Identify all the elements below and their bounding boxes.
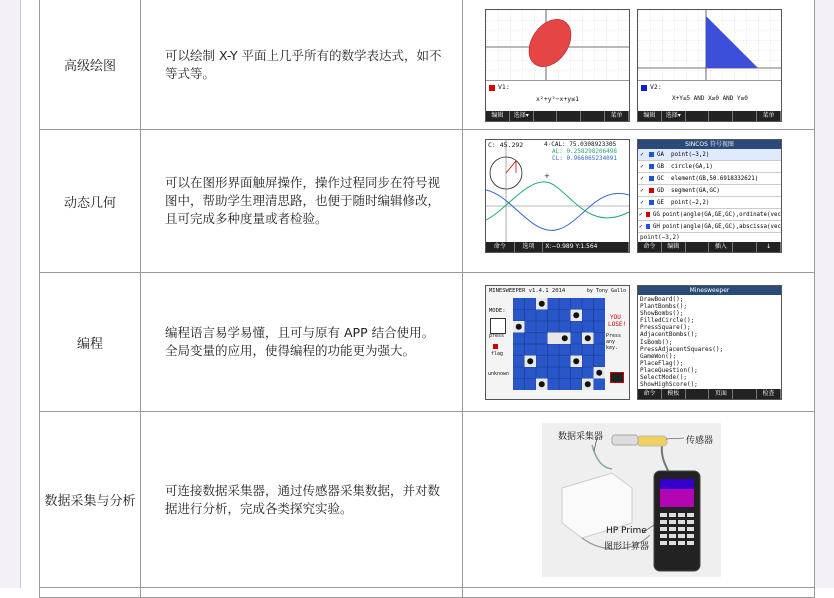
code-line[interactable]: GameWon(); xyxy=(640,352,677,360)
calculator-callout: HP Prime xyxy=(606,526,647,536)
lose-text: YOU xyxy=(610,314,621,321)
cursor-coordinates: X:−0.989 Y:1.564 xyxy=(543,242,629,252)
item-expression: element(GB,50.6918332621) xyxy=(671,175,759,182)
item-expression: point(−3,2) xyxy=(671,151,710,158)
menu-key[interactable] xyxy=(733,389,757,399)
code-line[interactable]: DrawBoard(); xyxy=(640,296,684,303)
feature-image-cell xyxy=(463,130,815,273)
item-id: GG xyxy=(652,211,660,218)
symbolic-view-title: SINCOS 符号视图 xyxy=(638,140,781,149)
code-line[interactable]: IsBomb(); xyxy=(640,338,673,346)
menu-key[interactable]: 选项 xyxy=(515,242,544,252)
symbolic-view-screen xyxy=(637,139,782,253)
symbolic-item[interactable] xyxy=(638,161,781,173)
function-expression: x²+y²−x+y≤1 xyxy=(536,95,580,103)
program-editor-screen xyxy=(637,285,782,400)
series-color-swatch xyxy=(641,85,647,91)
minesweeper-board[interactable] xyxy=(513,298,605,390)
data-collector-photo xyxy=(542,423,721,577)
item-expression: point(angle(GA,GE,GC),ordinate(vec xyxy=(662,211,781,218)
angle-value: C: 45.292 xyxy=(488,141,524,149)
geometry-screen xyxy=(485,139,630,253)
code-line[interactable]: PlaceQuestion(); xyxy=(640,366,698,374)
item-id: GE xyxy=(657,199,664,206)
graph-screen-inequality-2 xyxy=(637,9,782,122)
feature-image-cell xyxy=(463,273,815,412)
item-expression: segment(GA,GC) xyxy=(671,187,720,194)
code-line[interactable]: PlaceFlag(); xyxy=(640,359,684,367)
menu-key[interactable]: 模板 xyxy=(662,389,686,399)
code-line[interactable]: AdjacentBombs(); xyxy=(640,331,698,339)
menu-key[interactable]: 命令 xyxy=(486,242,515,252)
feature-description: 编程语言易学易懂，且可与原有 APP 结合使用。全局变量的应用，使得编程的功能更为强大。 xyxy=(141,273,463,412)
table-row xyxy=(40,0,815,130)
feature-name: 动态几何 xyxy=(40,130,141,273)
code-line[interactable]: PlantBombs(); xyxy=(640,303,687,311)
menu-key[interactable]: 选择▾ xyxy=(662,111,686,121)
item-id: GC xyxy=(657,175,664,182)
check-icon[interactable]: ✓ xyxy=(640,199,644,206)
menu-key[interactable]: 插入 xyxy=(709,242,733,252)
code-line[interactable]: ShowHighScore(); xyxy=(640,381,698,389)
minesweeper-screen xyxy=(485,285,630,400)
menu-key[interactable]: 编辑 xyxy=(486,111,510,121)
collector-callout: 数据采集器 xyxy=(558,432,604,442)
symbolic-item[interactable] xyxy=(638,197,781,209)
score-box xyxy=(610,372,624,383)
photo-illustration xyxy=(542,423,721,577)
symbolic-list xyxy=(638,149,781,233)
menu-key[interactable]: 页面 xyxy=(709,389,733,399)
symbolic-item[interactable] xyxy=(638,173,781,185)
press-any-key: Press any key. xyxy=(606,333,622,351)
menu-key[interactable] xyxy=(709,111,733,121)
calc-menu-bar xyxy=(638,242,781,252)
check-icon[interactable]: ✓ xyxy=(638,211,643,218)
graph-plot xyxy=(638,10,781,80)
unknown-label: unknown xyxy=(488,371,510,377)
svg-text:+: + xyxy=(544,172,550,180)
check-icon[interactable]: ✓ xyxy=(638,223,643,230)
table-row xyxy=(40,412,815,588)
menu-key[interactable]: 选择▾ xyxy=(510,111,534,121)
item-color-swatch xyxy=(646,212,649,217)
game-author: by Tony Gallo xyxy=(586,288,626,294)
menu-key[interactable] xyxy=(686,242,710,252)
menu-key[interactable] xyxy=(581,111,605,121)
table-row xyxy=(40,130,815,273)
table-row xyxy=(40,273,815,412)
menu-key[interactable] xyxy=(534,111,558,121)
press-label: press xyxy=(489,333,505,339)
check-icon[interactable]: ✓ xyxy=(640,175,644,182)
calc-menu-bar xyxy=(486,242,629,252)
menu-key[interactable]: 菜单 xyxy=(605,111,629,121)
code-line[interactable]: ShowBombs(); xyxy=(640,310,684,318)
page-left-border xyxy=(20,0,21,588)
function-label: V1: xyxy=(498,83,510,91)
feature-name: 高级绘图 xyxy=(40,0,141,130)
item-color-swatch xyxy=(646,224,649,229)
feature-description: 可连接数据采集器，通过传感器采集数据，并对数据进行分析，完成各类探究实验。 xyxy=(141,412,463,588)
calc-menu-bar xyxy=(638,111,781,121)
measure-cl: CL: 0.966065234091 xyxy=(552,155,618,162)
check-icon[interactable]: ✓ xyxy=(640,151,644,158)
item-color-swatch xyxy=(649,188,654,193)
measure-al: AL: 0.258298206498 xyxy=(552,148,618,155)
game-title: MINESWEEPER v1.4.1 2014 xyxy=(489,288,566,294)
item-expression: circle(GA,1) xyxy=(671,163,713,170)
code-line[interactable]: FilledCircle(); xyxy=(640,317,695,325)
table-row xyxy=(40,588,815,598)
feature-name: 数据采集与分析 xyxy=(40,412,141,588)
calculator-callout-2: 图形计算器 xyxy=(604,542,650,552)
function-expression: X+Y≤5 AND X≥0 AND Y≥0 xyxy=(672,95,748,102)
press-mode-button[interactable] xyxy=(490,318,506,334)
mode-label: MODE: xyxy=(489,308,506,314)
feature-description: 可以绘制 X-Y 平面上几乎所有的数学表达式，如不等式等。 xyxy=(141,0,463,130)
symbolic-item[interactable] xyxy=(638,149,781,161)
item-color-swatch xyxy=(649,152,654,157)
symbolic-item[interactable] xyxy=(638,221,781,233)
item-color-swatch xyxy=(649,200,654,205)
series-color-swatch xyxy=(489,85,495,91)
menu-key[interactable]: 编辑 xyxy=(662,242,686,252)
menu-key[interactable]: 菜单 xyxy=(757,111,781,121)
feature-table xyxy=(39,0,815,598)
check-icon[interactable]: ✓ xyxy=(640,187,644,194)
item-color-swatch xyxy=(649,164,654,169)
menu-key[interactable] xyxy=(686,111,710,121)
menu-key[interactable] xyxy=(733,242,757,252)
item-color-swatch xyxy=(649,176,654,181)
graph-plot xyxy=(486,10,629,80)
flag-icon xyxy=(493,344,498,349)
item-expression: point(angle(GA,GE,GC),abscissa(vec xyxy=(662,223,781,230)
feature-image-cell xyxy=(463,0,815,130)
symbolic-item[interactable] xyxy=(638,185,781,197)
menu-key[interactable]: 命令 xyxy=(638,389,662,399)
check-icon[interactable]: ✓ xyxy=(640,163,644,170)
item-id: GD xyxy=(657,187,664,194)
menu-key[interactable]: 命令 xyxy=(638,242,662,252)
code-line[interactable]: PressAdjacentSquares(); xyxy=(640,345,724,353)
menu-key[interactable] xyxy=(686,389,710,399)
code-line[interactable]: PressSquare(); xyxy=(640,324,691,332)
measure-cal: 4·CAL: 75.0308923305 xyxy=(544,141,617,148)
feature-description: 可以在图形界面触屏操作，操作过程同步在符号视图中，帮助学生理清思路，也便于随时编辑修改，且可完成多种度量或者检验。 xyxy=(141,130,463,273)
function-label: V2: xyxy=(650,83,662,91)
lose-text-2: LOSE! xyxy=(608,321,627,328)
graph-screen-inequality-1 xyxy=(485,9,630,122)
code-line[interactable]: SelectMode(); xyxy=(640,374,687,382)
item-id: GH xyxy=(652,223,660,230)
page-right-margin xyxy=(815,0,834,588)
menu-key[interactable] xyxy=(733,111,757,121)
menu-key[interactable]: 编辑 xyxy=(638,111,662,121)
program-code[interactable] xyxy=(638,295,781,389)
calc-menu-bar xyxy=(638,389,781,399)
item-id: GB xyxy=(657,163,664,170)
page-left-margin xyxy=(0,0,20,588)
item-id: GA xyxy=(657,151,664,158)
menu-key[interactable] xyxy=(557,111,581,121)
entry-line[interactable]: point(−3,2) xyxy=(640,234,680,241)
program-title: Minesweeper xyxy=(638,286,781,295)
symbolic-item[interactable] xyxy=(638,209,781,221)
menu-key[interactable]: ↓ xyxy=(757,242,781,252)
calc-menu-bar xyxy=(486,111,629,121)
sensor-callout: 传感器 xyxy=(686,436,714,446)
menu-key[interactable]: 检查 xyxy=(757,389,781,399)
feature-image-cell xyxy=(463,412,815,588)
feature-name: 编程 xyxy=(40,273,141,412)
flag-label: flag xyxy=(491,351,504,357)
item-expression: point(−2,2) xyxy=(671,199,710,206)
